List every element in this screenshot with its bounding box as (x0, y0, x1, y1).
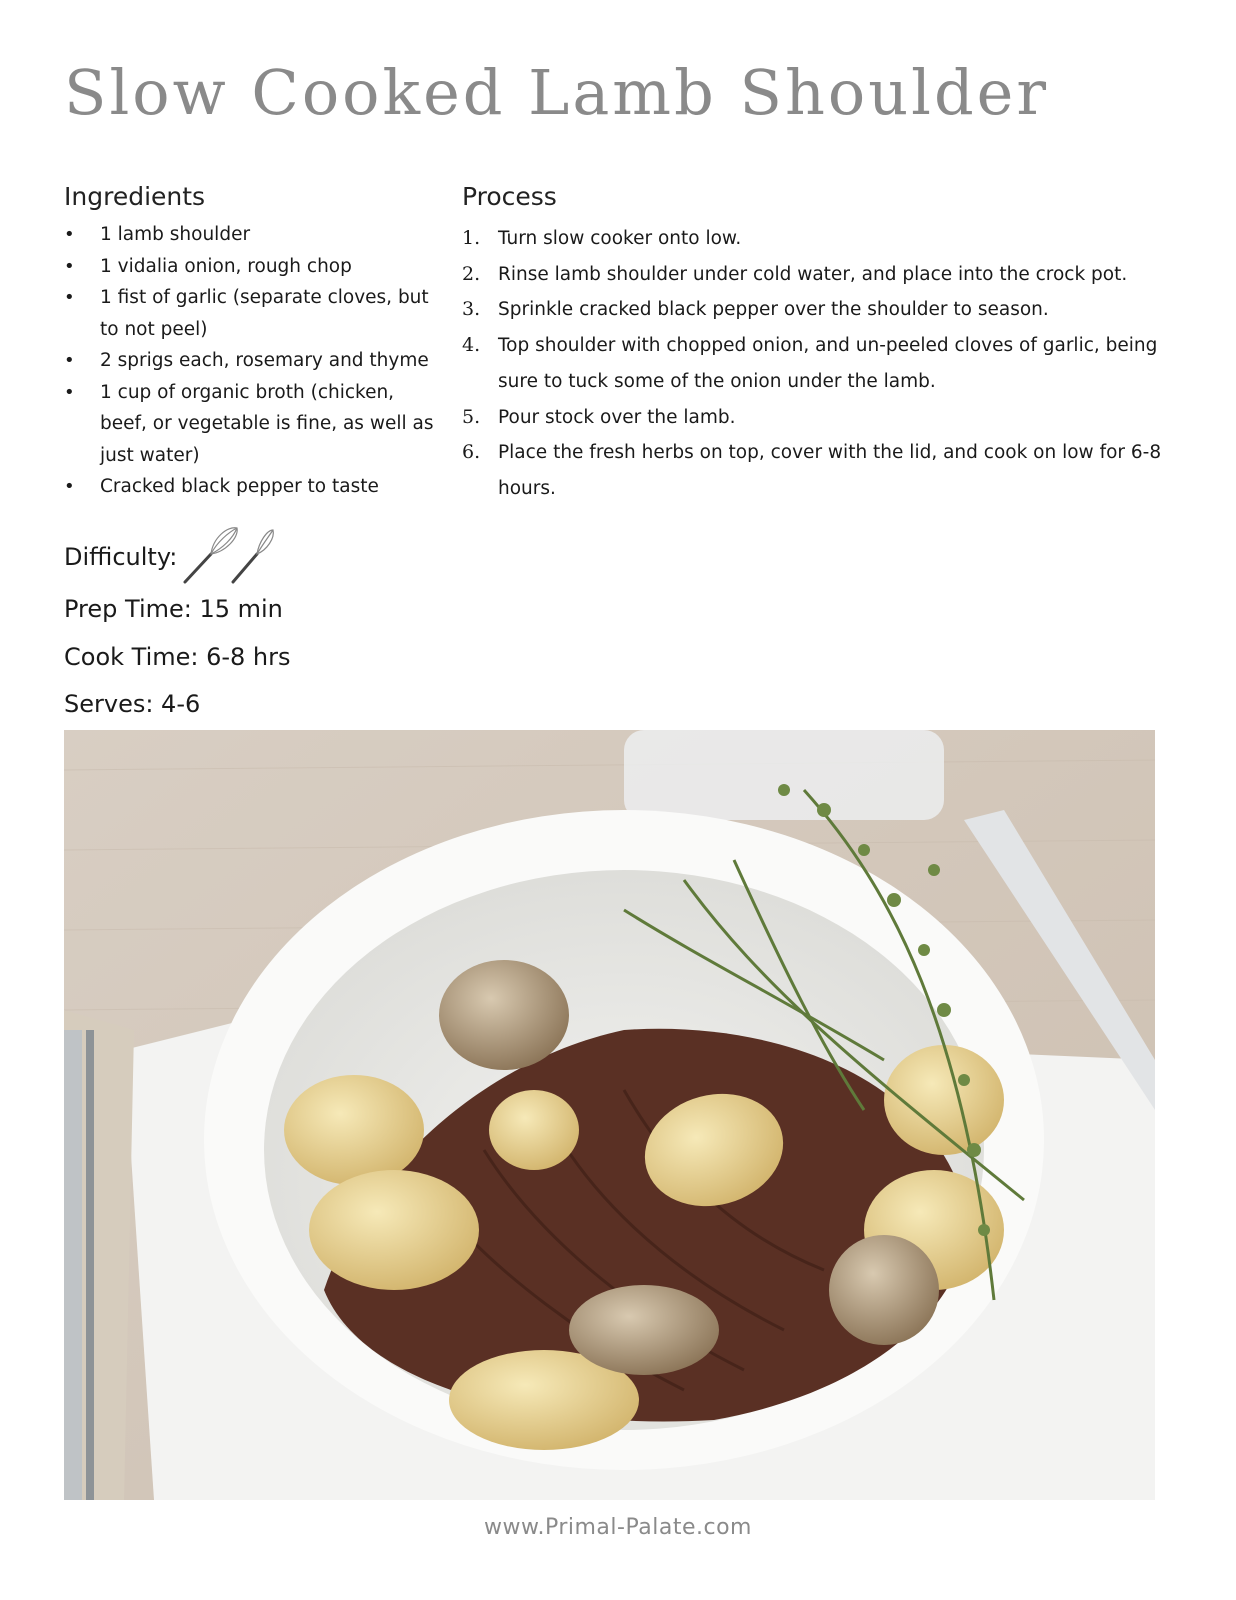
prep-time: Prep Time: 15 min (64, 595, 283, 623)
ingredient-item: • Cracked black pepper to taste (64, 471, 444, 503)
whisk-icon (181, 524, 277, 586)
cook-time: Cook Time: 6-8 hrs (64, 642, 291, 671)
ingredient-item: • 1 fist of garlic (separate cloves, but to not peel) (64, 282, 444, 345)
website-footer: www.Primal-Palate.com (484, 1515, 752, 1540)
lamb-dish-illustration (64, 730, 1155, 1500)
ingredient-item: • 1 cup of organic broth (chicken, beef, or vegetable is fine, as well as just water) (64, 377, 444, 472)
recipe-title: Slow Cooked Lamb Shoulder (64, 56, 1049, 129)
process-step: 6. Place the fresh herbs on top, cover with the lid, and cook on low for 6-8 hours. (462, 441, 1162, 499)
process-heading: Process (462, 182, 557, 211)
lamb-dish-photo (64, 730, 1155, 1500)
process-step: 5. Pour stock over the lamb. (462, 405, 736, 428)
process-section (462, 182, 1182, 507)
process-step: 4. Top shoulder with chopped onion, and un-peeled cloves of garlic, being sure to tuck some of the onion under the lamb. (462, 334, 1158, 392)
ingredients-heading: Ingredients (64, 182, 206, 211)
process-step: 3. Sprinkle cracked black pepper over the shoulder to season. (462, 298, 1049, 321)
ingredient-item: • 1 lamb shoulder (64, 219, 444, 251)
recipe-meta (64, 530, 291, 729)
ingredients-list (64, 219, 444, 503)
ingredient-item: • 2 sprigs each, rosemary and thyme (64, 345, 444, 377)
process-step: 2. Rinse lamb shoulder under cold water, and place into the crock pot. (462, 262, 1128, 285)
ingredient-item: • 1 vidalia onion, rough chop (64, 251, 444, 283)
process-steps (462, 221, 1182, 507)
difficulty-label: Difficulty: (64, 543, 178, 572)
difficulty-row (64, 530, 291, 586)
serves: Serves: 4-6 (64, 690, 201, 718)
ingredients-section (64, 182, 444, 503)
process-step: 1. Turn slow cooker onto low. (462, 227, 742, 249)
